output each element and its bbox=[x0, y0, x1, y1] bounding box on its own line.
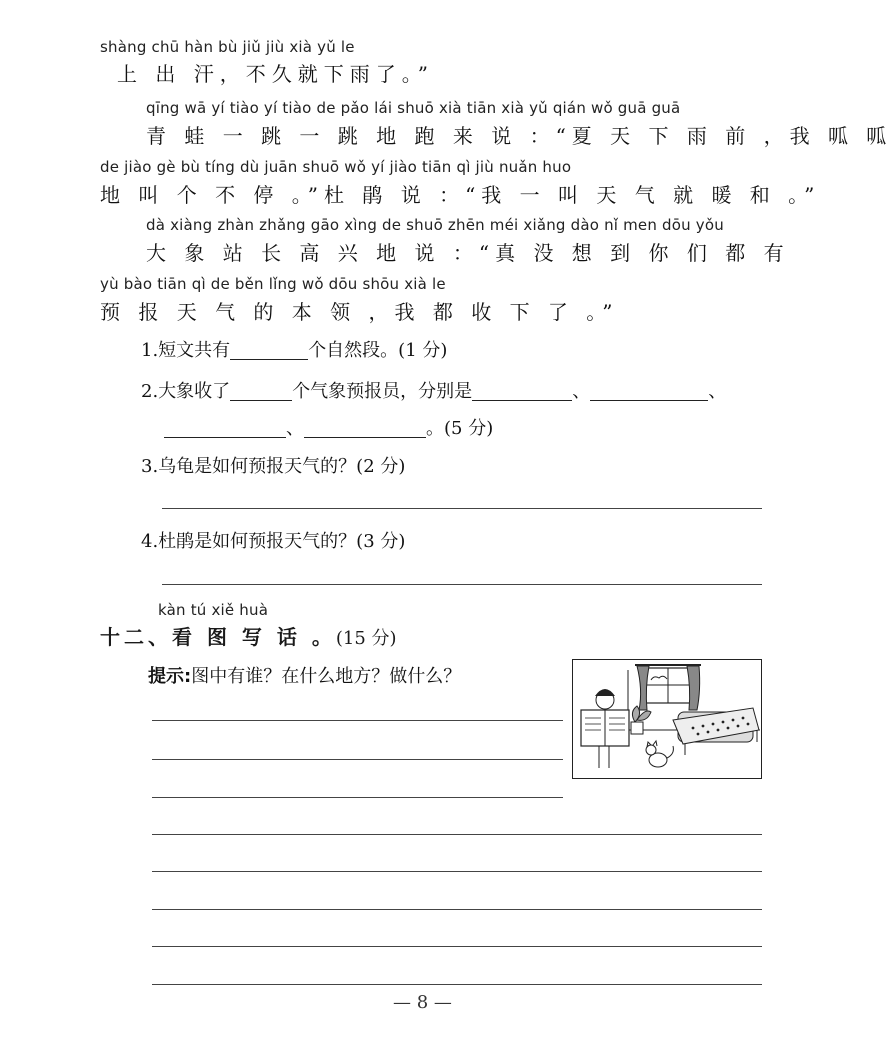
writing-line-7[interactable] bbox=[152, 946, 762, 947]
hint-label: 提示: bbox=[148, 666, 192, 687]
writing-line-8[interactable] bbox=[152, 984, 762, 985]
q2-end: 。(5 分) bbox=[426, 418, 494, 439]
writing-line-1[interactable] bbox=[152, 720, 563, 721]
section12-heading bbox=[100, 621, 397, 650]
writing-line-6[interactable] bbox=[152, 909, 762, 910]
section12-title: 十二、看 图 写 话 。 bbox=[100, 625, 336, 649]
q2-sep-1: 、 bbox=[572, 381, 591, 402]
pinyin-line-3: de jiào gè bù tíng dù juān shuō wǒ yí jiào tiān qì jiù nuǎn huo bbox=[100, 158, 572, 176]
question-3: 3.乌龟是如何预报天气的？(2 分) bbox=[141, 456, 406, 477]
text-line-3: 地 叫 个 不 停 。”杜 鹃 说 ：“我 一 叫 天 气 就 暖 和 。” bbox=[100, 183, 821, 207]
pinyin-line-5: yù bào tiān qì de běn lǐng wǒ dōu shōu xià le bbox=[100, 275, 446, 293]
q2-prefix: 2.大象收了 bbox=[141, 381, 231, 402]
q2-answer-blank-3[interactable] bbox=[164, 419, 286, 438]
pinyin-line-2: qīng wā yí tiào yí tiào de pǎo lái shuō xià tiān xià yǔ qián wǒ guā guā bbox=[146, 99, 681, 117]
hint-text: 图中有谁？在什么地方？做什么？ bbox=[191, 666, 462, 687]
q2-sep-2: 、 bbox=[708, 381, 727, 402]
q2-answer-blank-1[interactable] bbox=[472, 382, 572, 401]
page-number: — 8 — bbox=[393, 992, 452, 1013]
text-line-5: 预 报 天 气 的 本 领 ，我 都 收 下 了 。” bbox=[100, 300, 619, 324]
q1-answer-blank[interactable] bbox=[230, 341, 308, 360]
q4-answer-line[interactable] bbox=[162, 584, 762, 585]
q1-prefix: 1.短文共有 bbox=[141, 340, 231, 361]
pinyin-line-4: dà xiàng zhàn zhǎng gāo xìng de shuō zhēn méi xiǎng dào nǐ men dōu yǒu bbox=[146, 216, 724, 234]
q2-sep-3: 、 bbox=[286, 418, 304, 439]
text-line-1: 上 出 汗，不久就下雨了。” bbox=[117, 62, 434, 86]
text-line-4: 大 象 站 长 高 兴 地 说 ：“真 没 想 到 你 们 都 有 bbox=[146, 241, 790, 265]
hint bbox=[148, 662, 461, 688]
question-2-cont bbox=[164, 414, 493, 440]
question-1 bbox=[141, 336, 447, 362]
writing-line-3[interactable] bbox=[152, 797, 563, 798]
text-line-2: 青 蛙 一 跳 一 跳 地 跑 来 说 ：“夏 天 下 雨 前 ，我 呱 呱 bbox=[146, 124, 892, 148]
q2-answer-blank-2[interactable] bbox=[590, 382, 708, 401]
q2-mid: 个气象预报员，分别是 bbox=[292, 381, 473, 402]
question-4: 4.杜鹃是如何预报天气的？(3 分) bbox=[141, 531, 406, 552]
writing-line-4[interactable] bbox=[152, 834, 762, 835]
writing-line-5[interactable] bbox=[152, 871, 762, 872]
question-2 bbox=[141, 377, 726, 403]
pinyin-line-1: shàng chū hàn bù jiǔ jiù xià yǔ le bbox=[100, 38, 355, 56]
section12-score: (15 分) bbox=[335, 628, 397, 649]
q3-answer-line[interactable] bbox=[162, 508, 762, 509]
q1-suffix: 个自然段。(1 分) bbox=[308, 340, 448, 361]
writing-line-2[interactable] bbox=[152, 759, 563, 760]
scene-illustration bbox=[572, 659, 762, 779]
bedroom-scene-icon bbox=[573, 660, 760, 777]
q2-answer-blank-4[interactable] bbox=[304, 419, 426, 438]
section12-pinyin: kàn tú xiě huà bbox=[158, 601, 269, 619]
q2-count-blank[interactable] bbox=[230, 382, 292, 401]
